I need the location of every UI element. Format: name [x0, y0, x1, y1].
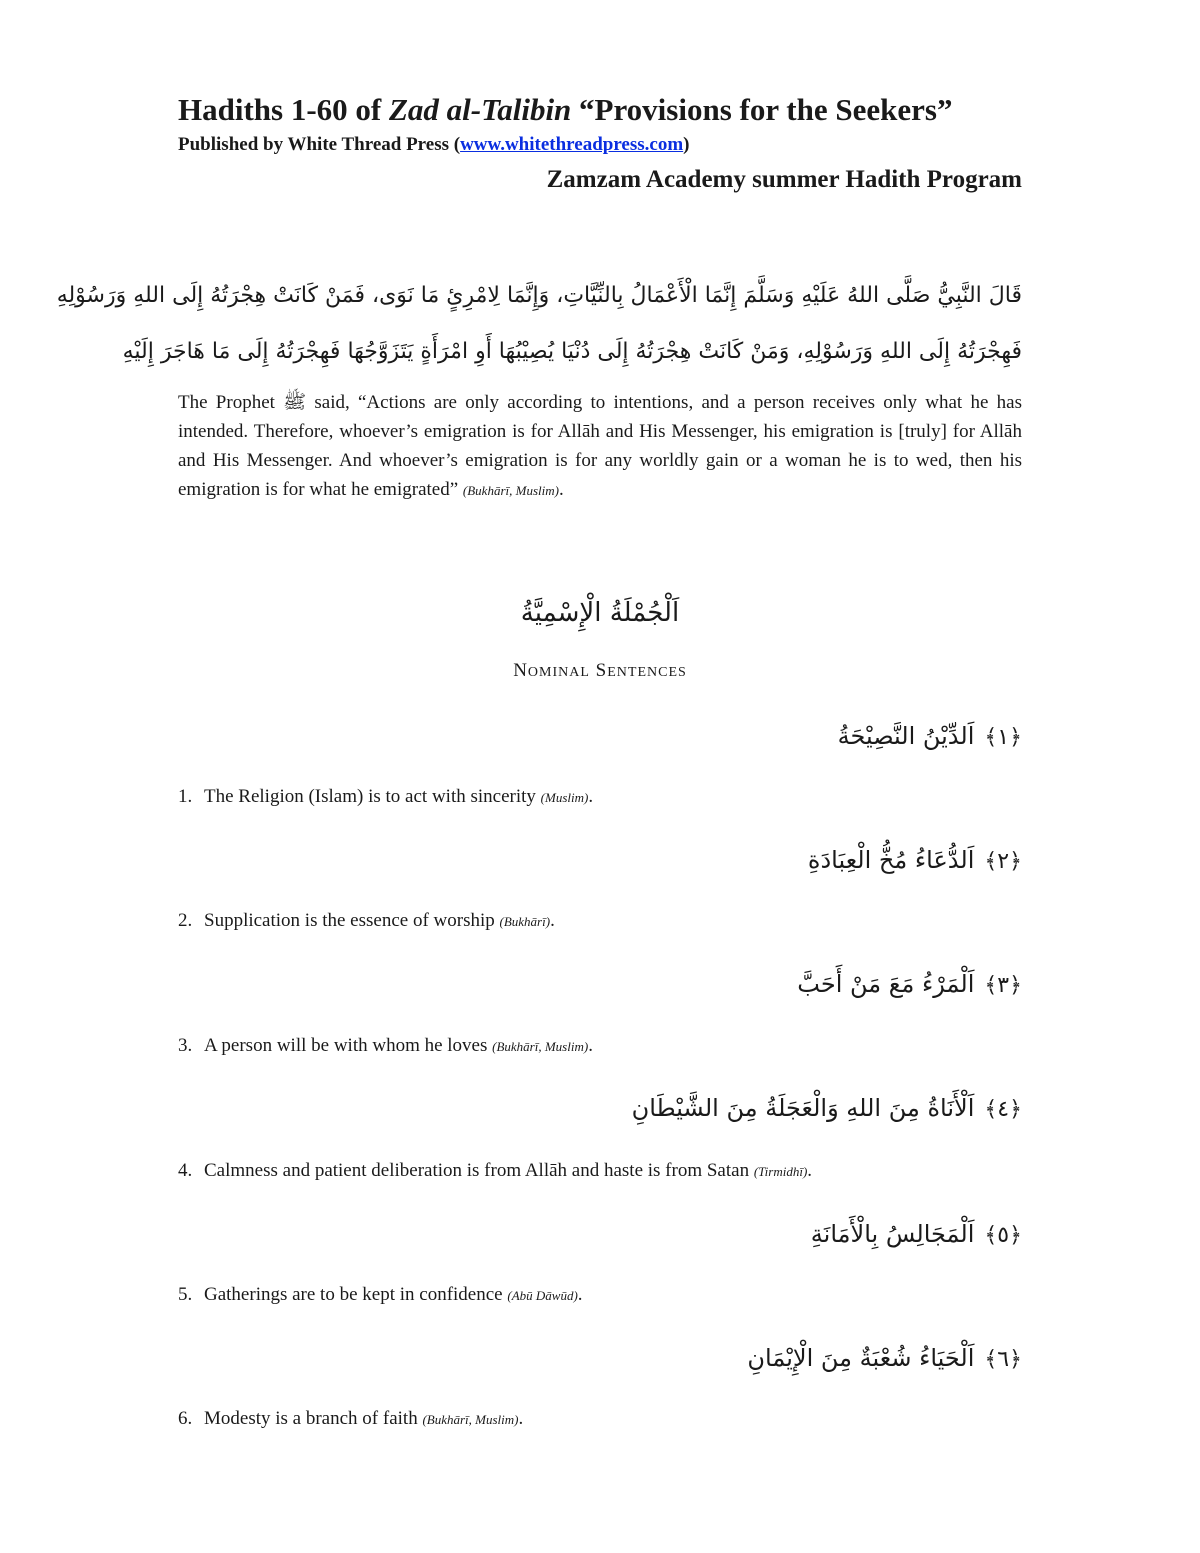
hadith-arabic: ﴿٤﴾اَلْأَنَاةُ مِنَ اللهِ وَالْعَجَلَةُ مِنَ الشَّيْطَانِ	[631, 1094, 1022, 1122]
publisher-link[interactable]: www.whitethreadpress.com	[460, 134, 684, 155]
hadith-arabic: ﴿٢﴾اَلدُّعَاءُ مُخُّ الْعِبَادَةِ	[807, 846, 1022, 874]
hadith-english: 4. Calmness and patient deliberation is from Allāh and haste is from Satan (Tirmidhī).	[178, 1160, 813, 1181]
hadith-english: 2. Supplication is the essence of worship (Bukhārī).	[178, 910, 555, 931]
section-heading-english: NOMINAL SENTENCES	[513, 660, 687, 681]
hadith-number-arabic: ﴿٤﴾	[984, 1097, 1022, 1122]
intro-english: The Prophet ﷺ said, “Actions are only according to intentions, and a person receives only what he has intended. Therefore, whoever’s emigration is for Allāh and His Messenger, his emigration is [truly] for Allāh and His Messenger. And whoever’s emigration is for any worldly gain or a woman he is to wed, then his emigration is for what he emigrated” (Bukhārī, Muslim).	[178, 392, 1022, 500]
hadith-number-arabic: ﴿٥﴾	[984, 1223, 1022, 1248]
section-heading-arabic: اَلْجُمْلَةُ الْإِسْمِيَّةُ	[520, 598, 680, 628]
publisher-line: Published by White Thread Press (www.whitethreadpress.com)	[178, 134, 690, 155]
hadith-arabic: ﴿٣﴾اَلْمَرْءُ مَعَ مَنْ أَحَبَّ	[797, 970, 1022, 998]
hadith-english: 3. A person will be with whom he loves (Bukhārī, Muslim).	[178, 1035, 593, 1056]
hadith-english: 6. Modesty is a branch of faith (Bukhārī, Muslim).	[178, 1408, 524, 1429]
book-title: Zad al-Talibin	[389, 92, 572, 127]
intro-arabic	[56, 268, 1022, 380]
hadith-number-arabic: ﴿٦﴾	[984, 1347, 1022, 1372]
hadith-english: 5. Gatherings are to be kept in confidence (Abū Dāwūd).	[178, 1284, 583, 1305]
intro-arabic-line-2: فَهِجْرَتُهُ إِلَى اللهِ وَرَسُوْلِهِ، وَمَنْ كَانَتْ هِجْرَتُهُ إِلَى دُنْيَا يُصِيْبُهَا أَوِ امْرَأَةٍ يَتَزَوَّجُهَا فَهِجْرَتُهُ إِلَى مَا هَاجَرَ إِلَيْهِ	[122, 339, 1022, 364]
hadith-number-arabic: ﴿١﴾	[984, 725, 1022, 750]
hadith-number-arabic: ﴿٢﴾	[984, 849, 1022, 874]
intro-arabic-line-1: قَالَ النَّبِيُّ صَلَّى اللهُ عَلَيْهِ وَسَلَّمَ إِنَّمَا الْأَعْمَالُ بِالنِّيَّاتِ، وَإِنَّمَا لِامْرِئٍ مَا نَوَى، فَمَنْ كَانَتْ هِجْرَتُهُ إِلَى اللهِ وَرَسُوْلِهِ	[56, 283, 1022, 308]
hadith-arabic: ﴿١﴾اَلدِّيْنُ النَّصِيْحَةُ	[837, 722, 1022, 750]
document-title: Hadiths 1-60 of Zad al-Talibin “Provisions for the Seekers”	[178, 92, 953, 127]
hadith-number-arabic: ﴿٣﴾	[984, 973, 1022, 998]
hadith-arabic: ﴿٥﴾اَلْمَجَالِسُ بِالْأَمَانَةِ	[810, 1220, 1022, 1248]
hadith-english: 1. The Religion (Islam) is to act with sincerity (Muslim).	[178, 786, 594, 807]
program-title: Zamzam Academy summer Hadith Program	[546, 166, 1022, 193]
intro-citation: (Bukhārī, Muslim)	[462, 483, 559, 498]
hadith-arabic: ﴿٦﴾اَلْحَيَاءُ شُعْبَةٌ مِنَ الْإِيْمَانِ	[747, 1344, 1022, 1372]
